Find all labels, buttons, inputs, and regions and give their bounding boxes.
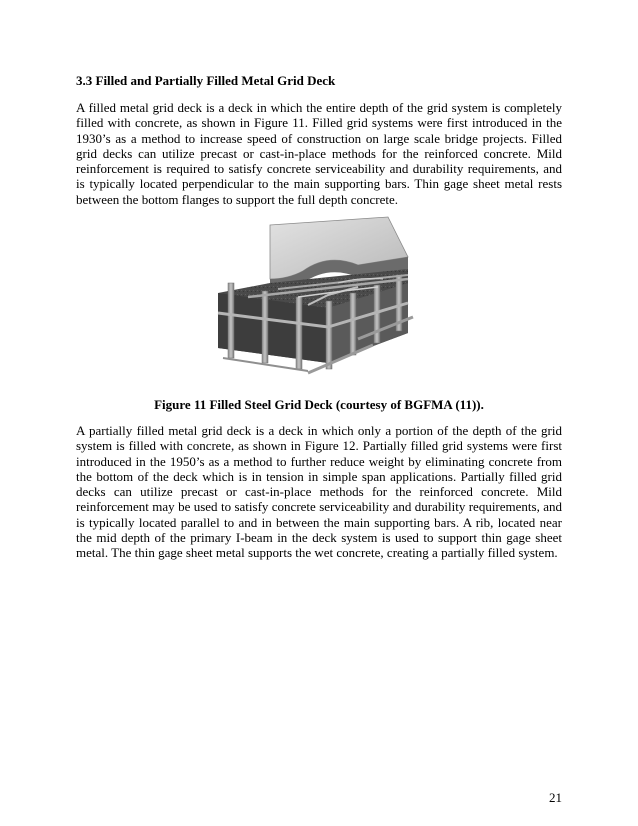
filled-grid-deck-figure — [208, 213, 418, 383]
paragraph-partially-filled-deck: A partially filled metal grid deck is a deck in which only a portion of the depth of the grid system is filled with concrete, as shown in Figure 12. Partially filled grid systems were first introduced in the 1950’s as a method to further reduce weight by eliminating concrete from the bottom of the deck which is in tension in simple span applications. Partially filled grid decks can utilize precast or cast-in-place methods for the reinforced concrete. Mild reinforcement may be used to satisfy concrete serviceability and durability requirements, and is typically located parallel to and in between the main supporting bars. A rib, located near the mid depth of the primary I-beam in the deck system is used to support thin gage sheet metal. The thin gage sheet metal supports the wet concrete, creating a partially filled system. — [76, 423, 562, 561]
grid-deck-illustration — [208, 213, 418, 383]
figure-caption: Figure 11 Filled Steel Grid Deck (courtesy of BGFMA (11)). — [154, 397, 484, 412]
page-number: 21 — [549, 790, 562, 805]
paragraph-filled-deck: A filled metal grid deck is a deck in which the entire depth of the grid system is completely filled with concrete, as shown in Figure 11. Filled grid systems were first introduced in the 1930’s as a method to increase speed of construction on large scale bridge projects. Filled grid decks can utilize precast or cast-in-place methods for the reinforced concrete. Mild reinforcement is required to satisfy concrete serviceability and durability requirements, and is typically located perpendicular to the main supporting bars. Thin gage sheet metal rests between the bottom flanges to support the full depth concrete. — [76, 100, 562, 207]
section-heading: 3.3 Filled and Partially Filled Metal Grid Deck — [76, 73, 336, 88]
